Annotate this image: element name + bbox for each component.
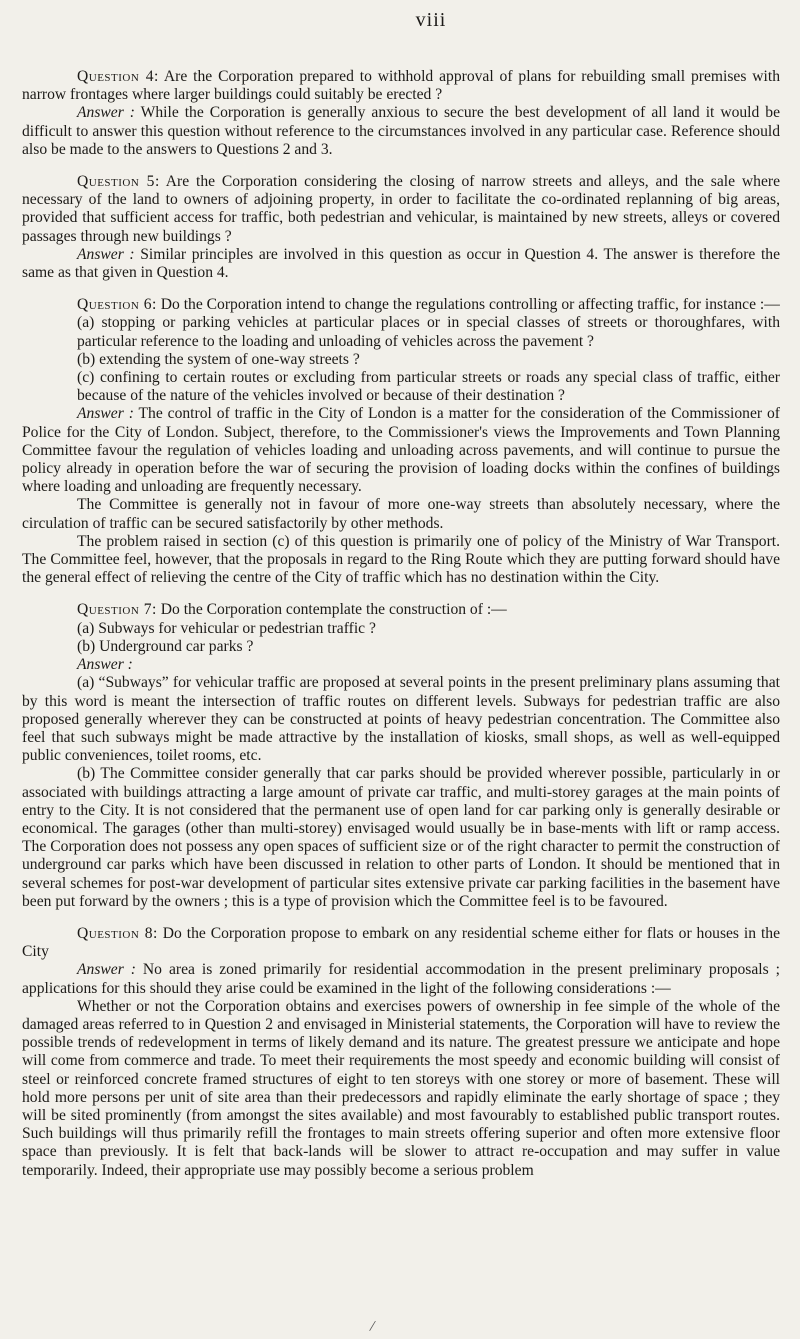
question-paragraph <box>22 925 780 961</box>
paragraph-text: (b) extending the system of one-way streets ? <box>77 350 360 368</box>
body-paragraph <box>22 998 780 1180</box>
paragraph-text: No area is zoned primarily for residential accommodation in the present preliminary proposals ; applications for this should they arise could be examined in the light of the following considerations :— <box>22 961 780 997</box>
paragraph-text: (b) The Committee consider generally that car parks should be provided wherever possible, particularly in or associated with buildings attracting a large amount of private car traffic, and multi-storey garages at the main points of entry to the City. It is not considered that the permanent use of open land for car parking only is generally desirable or economical. The garages (other than multi-storey) envisaged would usually be in base-ments with lift or ramp access. The Corporation does not possess any open spaces of sufficient size or of the right character to permit the construction of underground car parks which have been discussed in relation to other parts of London. It should be mentioned that in several schemes for post-war development of particular sites extensive private car parking facilities in the basement have been put forward by the owners ; this is a type of provision which the Committee feel is to be favoured. <box>22 765 780 910</box>
paragraph-text: The problem raised in section (c) of this question is primarily one of policy of the Ministry of War Transport. The Committee feel, however, that the proposals in regard to the Ring Route which they are putting forward should have the general effect of relieving the centre of the City of traffic which has no destination within the City. <box>22 532 780 587</box>
sub-item <box>22 638 780 656</box>
answer-paragraph <box>22 961 780 997</box>
body-paragraph <box>22 674 780 765</box>
body-paragraph <box>22 765 780 911</box>
answer-label: Answer : <box>77 104 135 122</box>
section-q5 <box>22 173 780 282</box>
answer-label: Answer : <box>77 656 133 674</box>
paragraph-text: (c) confining to certain routes or excluding from particular streets or roads any special class of traffic, either because of the nature of the vehicles involved or because of their destination ? <box>77 369 780 405</box>
paragraph-text: Are the Corporation considering the closing of narrow streets and alleys, and the sale where necessary of the land to owners of adjoining property, in order to facilitate the co-ordinated replanning of big areas, provided that sufficient access for traffic, both pedestrian and vehicular, is maintained by new streets, alleys or covered passages through new buildings ? <box>22 173 780 245</box>
answer-paragraph <box>22 405 780 496</box>
question-label: Question 7: <box>77 601 157 619</box>
sub-item <box>22 351 780 369</box>
body-paragraph <box>22 533 780 588</box>
section-q7 <box>22 601 780 910</box>
paragraph-text: The Committee is generally not in favour of more one-way streets than absolutely necessary, where the circulation of traffic can be secured satisfactorily by other methods. <box>22 496 780 532</box>
paragraph-text: (a) Subways for vehicular or pedestrian traffic ? <box>77 619 376 637</box>
sub-item <box>22 369 780 405</box>
page-number: viii <box>415 9 447 31</box>
paragraph-text: (b) Underground car parks ? <box>77 637 254 655</box>
paragraph-text: (a) stopping or parking vehicles at particular places or in special classes of streets or thoroughfares, with particular reference to the loading and unloading of vehicles across the pavement ? <box>77 314 780 350</box>
question-paragraph <box>22 601 780 619</box>
answer-label: Answer : <box>77 961 136 979</box>
paragraph-text: While the Corporation is generally anxious to secure the best development of all land it would be difficult to answer this question without reference to the circumstances involved in any particular case. Reference should also be made to the answers to Questions 2 and 3. <box>22 104 780 158</box>
paragraph-text: Do the Corporation propose to embark on any residential scheme either for flats or houses in the City <box>22 924 780 961</box>
body-paragraph <box>22 496 780 532</box>
question-label: Question 6: <box>77 296 157 314</box>
paragraph-text: Similar principles are involved in this question as occur in Question 4. The answer is therefore the same as that given in Question 4. <box>22 245 781 282</box>
answer-label: Answer : <box>77 405 134 423</box>
section-q6 <box>22 296 780 587</box>
section-q4 <box>22 68 780 159</box>
pen-mark: / <box>368 1317 377 1336</box>
question-label: Question 4: <box>77 68 159 85</box>
sub-item <box>22 620 780 638</box>
paragraph-text: Do the Corporation intend to change the regulations controlling or affecting traffic, for instance :— <box>156 296 780 314</box>
answer-paragraph <box>22 656 780 674</box>
question-paragraph <box>22 68 780 104</box>
section-q8 <box>22 925 780 1180</box>
answer-paragraph <box>22 104 780 159</box>
paragraph-text: Do the Corporation contemplate the construction of :— <box>156 601 507 619</box>
sub-item <box>22 314 780 350</box>
question-paragraph <box>22 296 780 314</box>
question-label: Question 5: <box>77 173 160 191</box>
paragraph-text: Are the Corporation prepared to withhold approval of plans for rebuilding small premises with narrow frontages where larger buildings could suitably be erected ? <box>22 68 781 104</box>
paragraph-text: The control of traffic in the City of London is a matter for the consideration of the Commissioner of Police for the City of London. Subject, therefore, to the Commissioner's views the Improvements and Town Planning Committee favour the regulation of vehicles loading and unloading across pavements, and will continue to pursue the policy already in operation before the war of securing the provision of loading docks within the confines of buildings where loading and unloading are frequently necessary. <box>22 405 780 496</box>
answer-paragraph <box>22 246 780 282</box>
document-body <box>22 68 780 1180</box>
question-label: Question 8: <box>77 924 158 942</box>
answer-label: Answer : <box>77 245 135 263</box>
question-paragraph <box>22 173 780 246</box>
paragraph-text: Whether or not the Corporation obtains and exercises powers of ownership in fee simple of the whole of the damaged areas referred to in Question 2 and envisaged in Ministerial statements, the Corporation will have to review the possible trends of redevelopment in terms of likely demand and its nature. The greatest pressure we anticipate and hope will come from commerce and trade. To meet their requirements the most speedy and economic building will consist of steel or reinforced concrete framed structures of eight to ten storeys with one storey or more of basement. These will hold more persons per unit of site area than their predecessors and rapidly eliminate the early shortage of space ; they will be sited prominently (from amongst the sites available) and most favourably to established public transport routes. Such buildings will thus primarily refill the frontages to main streets offering superior and often more extensive floor space than previously. It is felt that back-lands will be slower to attract re-occupation and may suffer in value temporarily. Indeed, their appropriate use may possibly become a serious problem <box>22 997 780 1179</box>
paragraph-text: (a) “Subways” for vehicular traffic are proposed at several points in the present preliminary plans assuming that by this word is meant the intersection of traffic routes on different levels. Subways for pedestrian traffic are also proposed generally wherever they can be constructed at points of heavy pedestrian concentration. The Committee also feel that such subways might be made attractive by the installation of kiosks, small shops, as well as well-equipped public conveniences, toilet rooms, etc. <box>22 674 780 765</box>
